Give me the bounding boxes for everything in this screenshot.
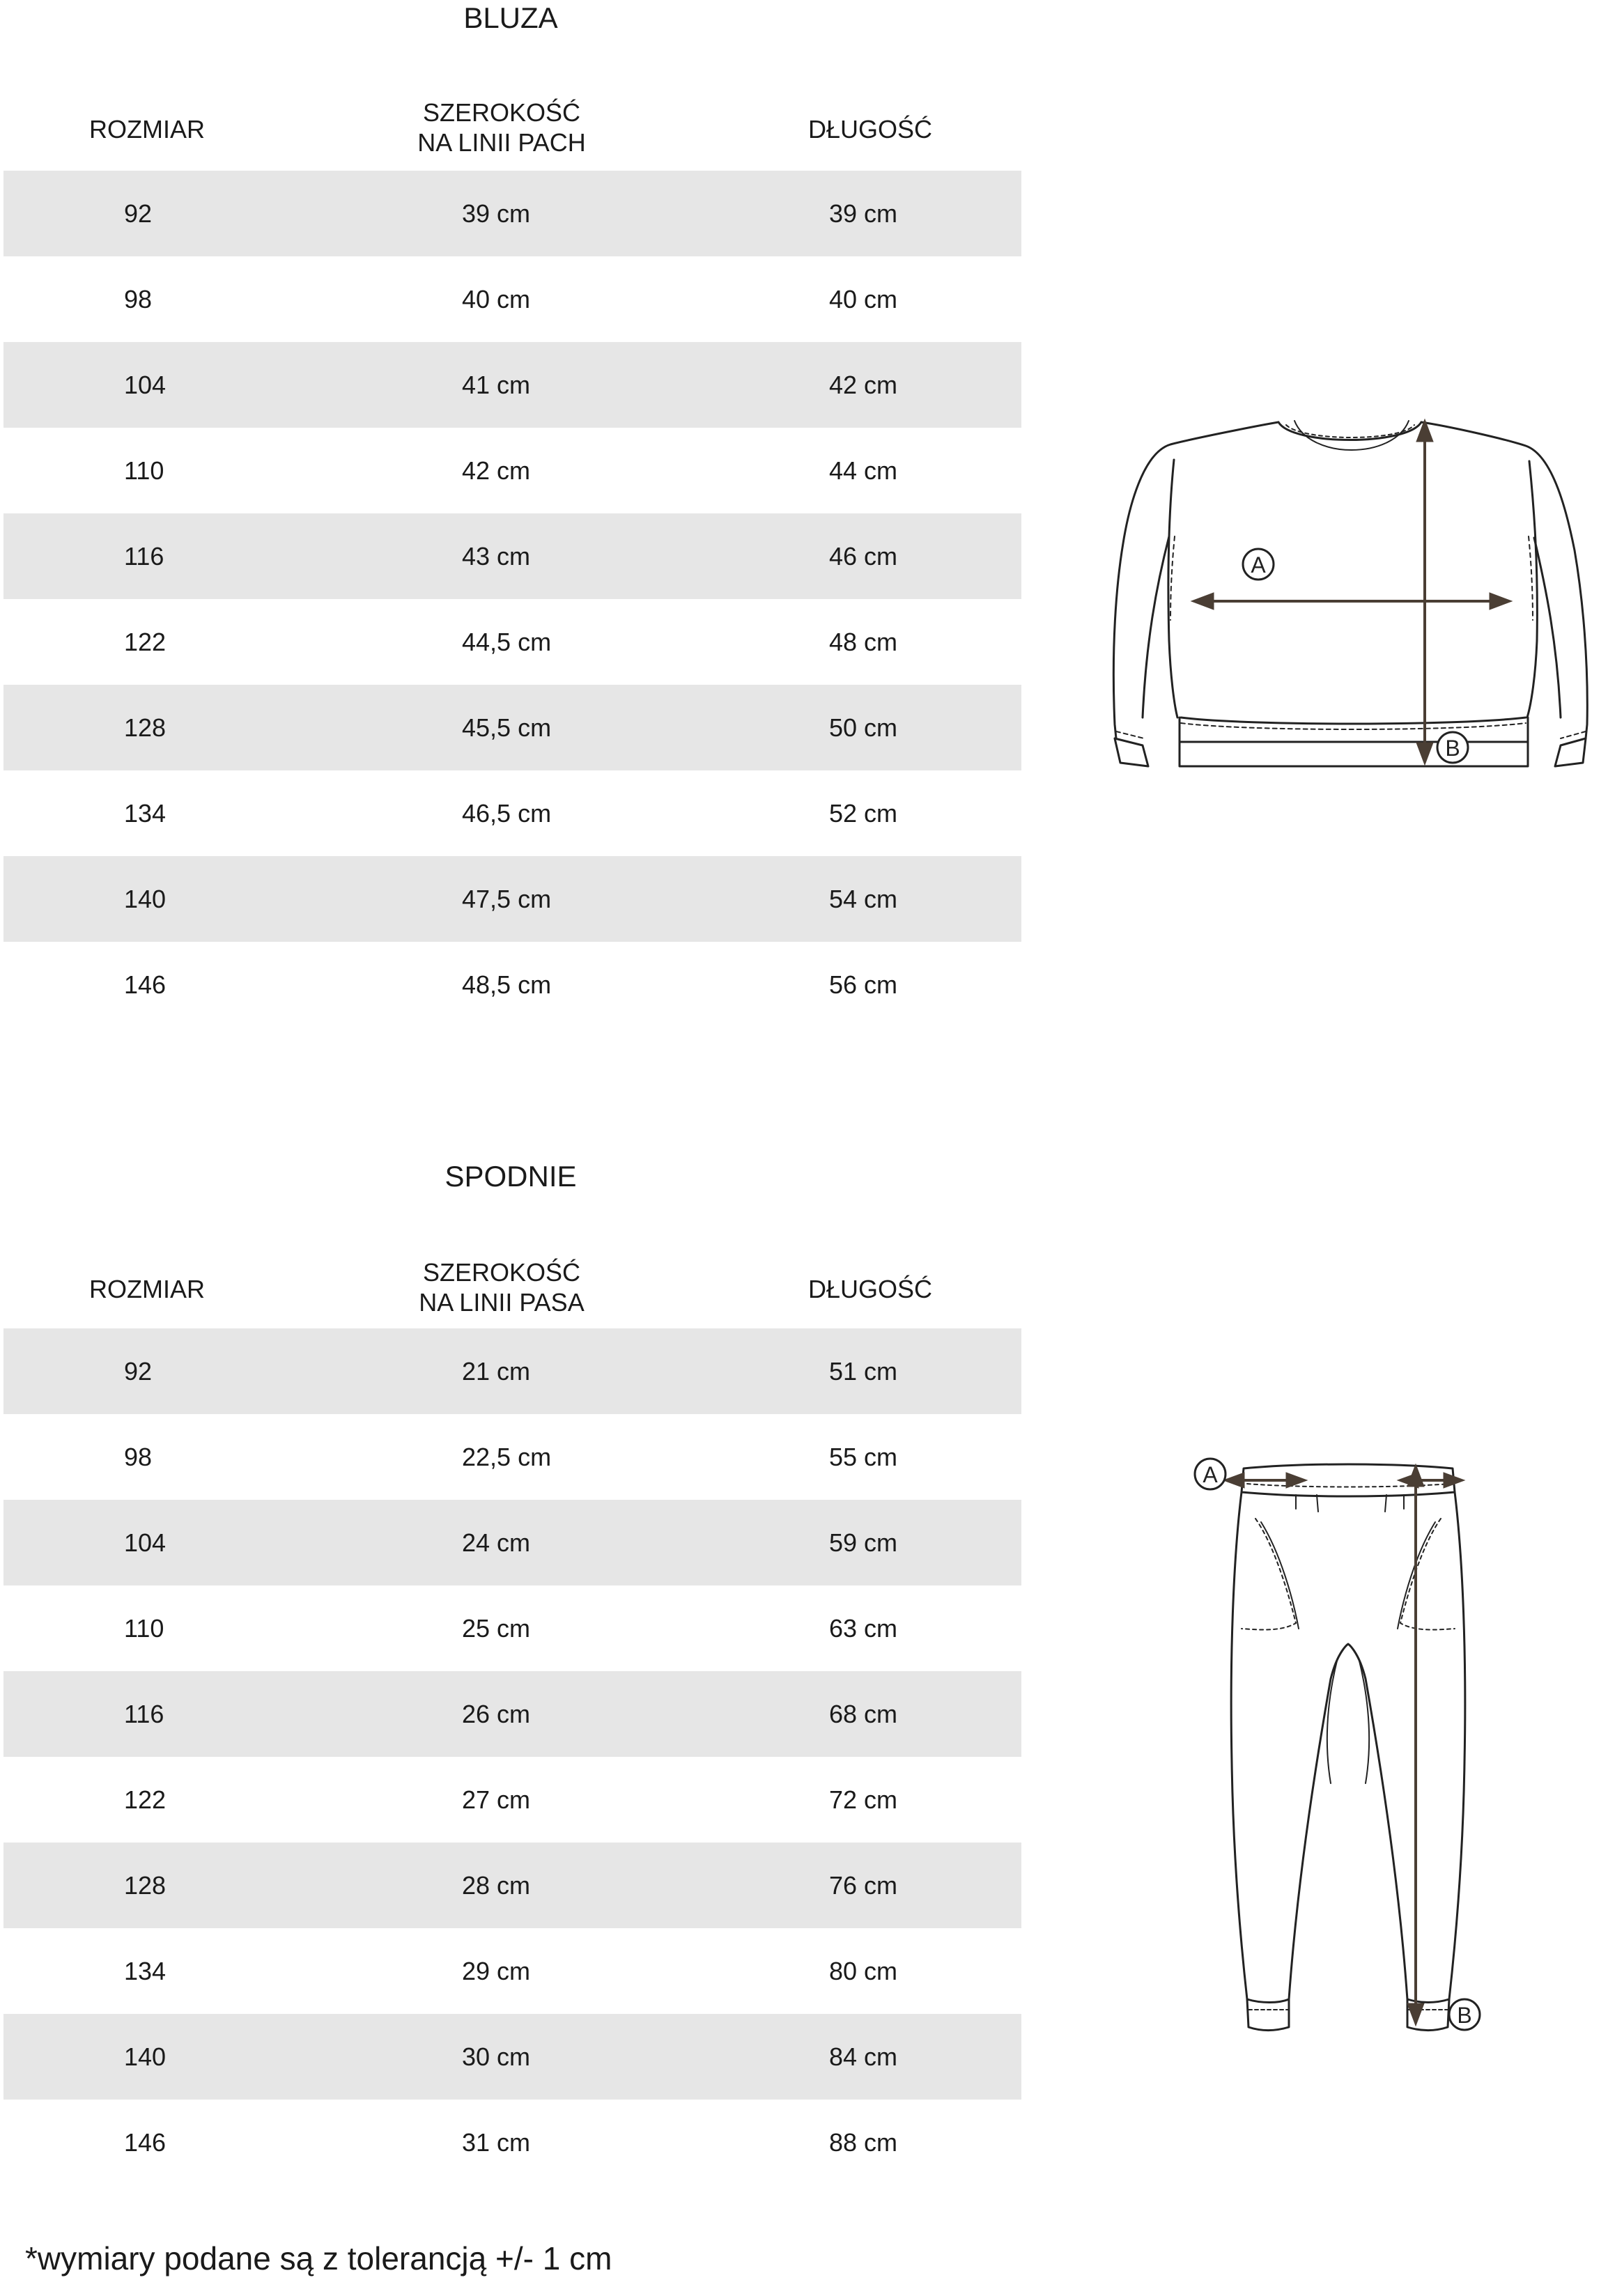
marker-a — [1195, 1459, 1226, 1489]
table-row — [3, 770, 1021, 856]
width-cell: 28 cm — [462, 1871, 531, 1900]
length-cell: 68 cm — [829, 1700, 898, 1728]
size-cell: 146 — [124, 970, 167, 999]
bluza-header-length: DŁUGOŚĆ — [808, 115, 933, 144]
size-cell: 128 — [124, 1871, 167, 1900]
table-row — [3, 685, 1021, 770]
bluza-header-width-line1: SZEROKOŚĆ — [422, 98, 581, 127]
length-cell: 50 cm — [829, 713, 898, 742]
length-cell: 88 cm — [829, 2128, 898, 2157]
bluza-header-width-line2: NA LINII PACH — [417, 128, 586, 157]
marker-a-label: A — [1251, 552, 1266, 577]
marker-b-label: B — [1457, 2003, 1472, 2028]
tolerance-footnote: *wymiary podane są z tolerancją +/- 1 cm — [25, 2240, 612, 2276]
width-cell: 44,5 cm — [462, 628, 552, 656]
length-cell: 80 cm — [829, 1957, 898, 1985]
table-row — [3, 2014, 1021, 2100]
sweatshirt-diagram — [1108, 411, 1595, 780]
marker-b — [1449, 1999, 1480, 2030]
size-cell: 110 — [124, 456, 164, 485]
spodnie-header-width-line2: NA LINII PASA — [419, 1288, 585, 1317]
length-cell: 40 cm — [829, 285, 898, 313]
size-cell: 146 — [124, 2128, 167, 2157]
table-row — [3, 1328, 1021, 1414]
width-cell: 39 cm — [462, 199, 531, 228]
width-cell: 30 cm — [462, 2042, 531, 2071]
size-cell: 116 — [124, 542, 164, 571]
sweatshirt-outline — [1113, 421, 1587, 766]
size-cell: 98 — [124, 1443, 153, 1471]
length-cell: 42 cm — [829, 371, 898, 399]
spodnie-header-size: ROZMIAR — [89, 1275, 205, 1303]
table-row — [3, 171, 1021, 256]
trousers-diagram — [1191, 1449, 1484, 2041]
width-cell: 42 cm — [462, 456, 531, 485]
table-row — [3, 1500, 1021, 1585]
size-cell: 128 — [124, 713, 167, 742]
marker-a — [1243, 549, 1274, 580]
length-cell: 54 cm — [829, 885, 898, 913]
bluza-header-width — [390, 98, 613, 157]
width-cell: 45,5 cm — [462, 713, 552, 742]
bluza-size-table — [3, 171, 1021, 1027]
length-cell: 51 cm — [829, 1357, 898, 1386]
marker-b-label: B — [1445, 736, 1460, 761]
length-cell: 46 cm — [829, 542, 898, 571]
width-cell: 25 cm — [462, 1614, 531, 1643]
length-cell: 76 cm — [829, 1871, 898, 1900]
marker-b — [1437, 732, 1468, 763]
spodnie-size-table — [3, 1328, 1021, 2185]
width-cell: 24 cm — [462, 1528, 531, 1557]
size-cell: 98 — [124, 285, 153, 313]
size-cell: 140 — [124, 2042, 167, 2071]
width-cell: 40 cm — [462, 285, 531, 313]
table-row — [3, 256, 1021, 342]
length-cell: 39 cm — [829, 199, 898, 228]
size-cell: 122 — [124, 1785, 167, 1814]
length-cell: 84 cm — [829, 2042, 898, 2071]
length-cell: 56 cm — [829, 970, 898, 999]
width-cell: 48,5 cm — [462, 970, 552, 999]
width-cell: 29 cm — [462, 1957, 531, 1985]
table-row — [3, 428, 1021, 513]
size-cell: 104 — [124, 371, 167, 399]
bluza-header-size: ROZMIAR — [89, 115, 205, 144]
table-row — [3, 513, 1021, 599]
spodnie-header-width — [390, 1257, 613, 1317]
size-cell: 122 — [124, 628, 167, 656]
size-cell: 104 — [124, 1528, 167, 1557]
size-cell: 116 — [124, 1700, 164, 1728]
size-cell: 110 — [124, 1614, 164, 1643]
table-row — [3, 942, 1021, 1027]
length-cell: 44 cm — [829, 456, 898, 485]
size-cell: 134 — [124, 799, 167, 828]
length-cell: 63 cm — [829, 1614, 898, 1643]
spodnie-header-length: DŁUGOŚĆ — [808, 1275, 933, 1303]
table-row — [3, 342, 1021, 428]
measure-arrows — [1223, 1464, 1464, 2026]
length-cell: 52 cm — [829, 799, 898, 828]
table-row — [3, 1757, 1021, 1843]
trousers-outline — [1231, 1464, 1465, 2031]
table-row — [3, 1585, 1021, 1671]
width-cell: 27 cm — [462, 1785, 531, 1814]
spodnie-title: SPODNIE — [444, 1160, 577, 1193]
table-row — [3, 1671, 1021, 1757]
width-cell: 22,5 cm — [462, 1443, 552, 1471]
width-cell: 46,5 cm — [462, 799, 552, 828]
size-cell: 140 — [124, 885, 167, 913]
width-cell: 26 cm — [462, 1700, 531, 1728]
length-cell: 59 cm — [829, 1528, 898, 1557]
width-cell: 31 cm — [462, 2128, 531, 2157]
width-cell: 41 cm — [462, 371, 531, 399]
length-cell: 48 cm — [829, 628, 898, 656]
table-row — [3, 856, 1021, 942]
table-row — [3, 1843, 1021, 1928]
size-cell: 134 — [124, 1957, 167, 1985]
length-cell: 55 cm — [829, 1443, 898, 1471]
size-cell: 92 — [124, 199, 153, 228]
table-row — [3, 599, 1021, 685]
measure-arrows — [1191, 419, 1512, 765]
bluza-title: BLUZA — [463, 1, 558, 34]
table-row — [3, 1928, 1021, 2014]
table-row — [3, 2100, 1021, 2185]
width-cell: 21 cm — [462, 1357, 531, 1386]
width-cell: 47,5 cm — [462, 885, 552, 913]
spodnie-header-width-line1: SZEROKOŚĆ — [422, 1258, 581, 1287]
length-cell: 72 cm — [829, 1785, 898, 1814]
width-cell: 43 cm — [462, 542, 531, 571]
size-cell: 92 — [124, 1357, 153, 1386]
marker-a-label: A — [1203, 1462, 1218, 1487]
table-row — [3, 1414, 1021, 1500]
